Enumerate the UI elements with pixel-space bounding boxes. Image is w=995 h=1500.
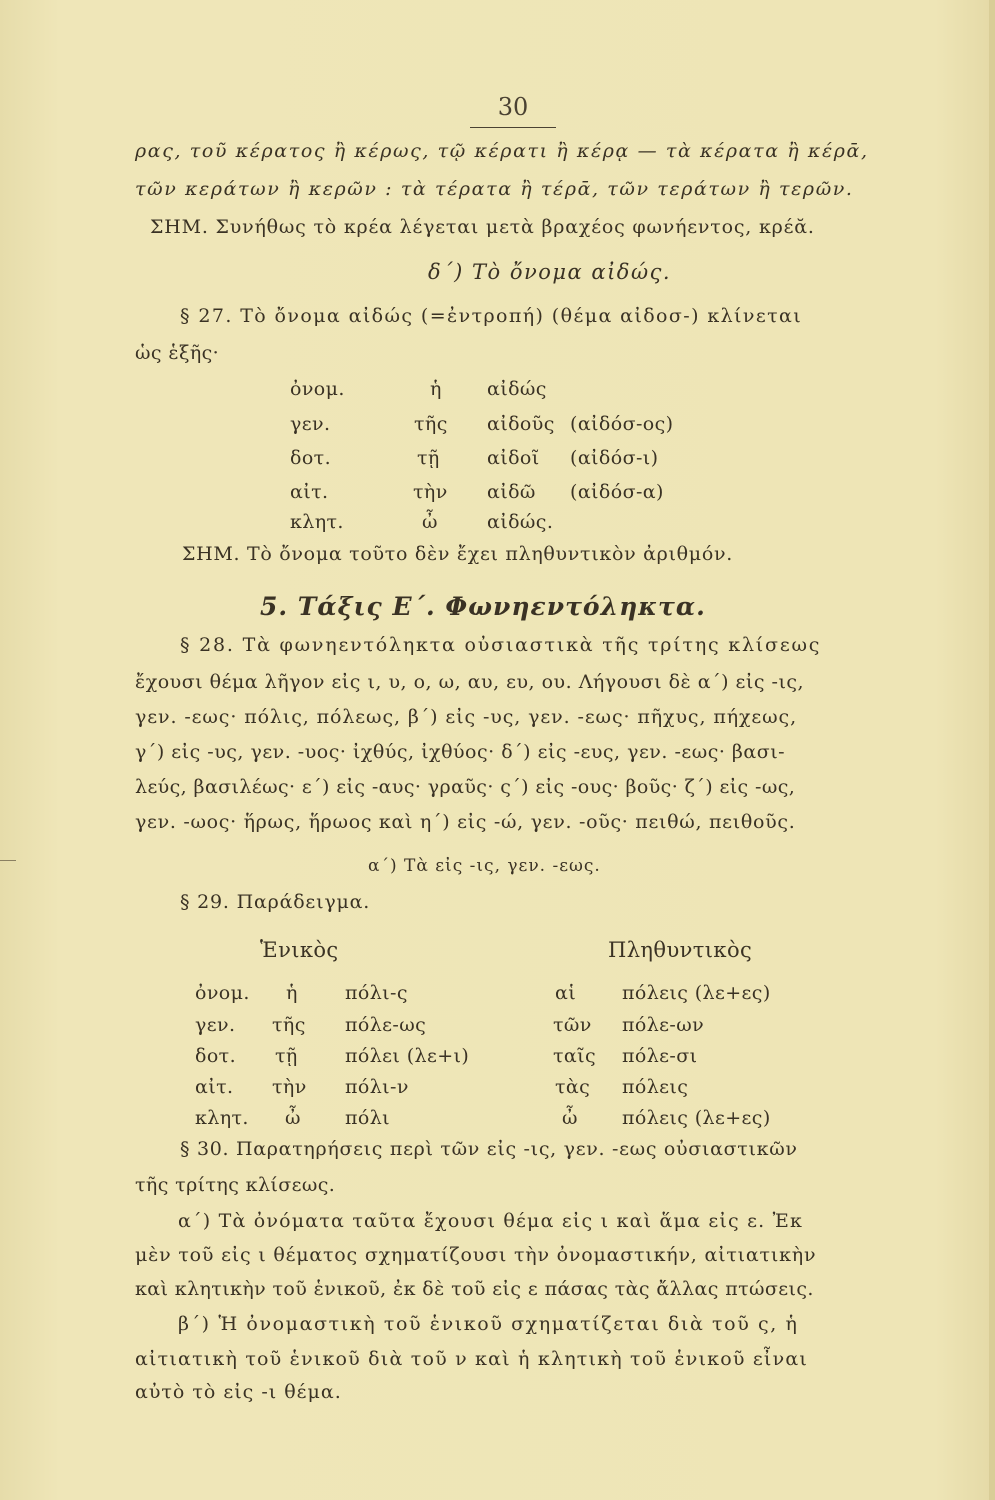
case-label: κλητ. [290, 511, 344, 533]
margin-mark [0, 860, 16, 861]
text-line: γεν. -ωος· ἥρως, ἥρωος καὶ η΄) εἰς -ώ, γεν. -οῦς· πειθώ, πειθοῦς. [135, 811, 796, 833]
case-label: αἰτ. [195, 1076, 234, 1098]
article: ἡ [286, 982, 298, 1004]
case-label: γεν. [290, 413, 331, 435]
article: τὴν [272, 1076, 307, 1098]
form: αἰδώς [487, 378, 547, 400]
form: πόλεις (λε+ες) [622, 1107, 771, 1129]
article: τῇ [417, 447, 440, 469]
form: πόλεις [622, 1076, 689, 1098]
text-line: § 28. Τὰ φωνηεντόληκτα οὐσιαστικὰ τῆς τρίτης κλίσεως [180, 634, 822, 656]
note: (αἰδόσ-ος) [570, 413, 674, 435]
text-line: αἰτιατικὴ τοῦ ἑνικοῦ διὰ τοῦ ν καὶ ἡ κλητικὴ τοῦ ἑνικοῦ εἶναι [135, 1348, 808, 1370]
case-label: γεν. [195, 1014, 236, 1036]
text-line: § 27. Τὸ ὄνομα αἰδώς (=ἐντροπή) (θέμα αἰδοσ-) κλίνεται [180, 305, 803, 327]
article: τῆς [272, 1014, 306, 1036]
section-heading: 5. Τάξις Ε΄. Φωνηεντόληκτα. [260, 592, 706, 621]
page-number: 30 [497, 93, 529, 121]
form: πόλε-ων [622, 1014, 705, 1036]
article: τὴν [413, 481, 448, 503]
form: αἰδοῦς [487, 413, 555, 435]
subheading: α΄) Τὰ εἰς -ις, γεν. -εως. [368, 856, 601, 876]
page-edge [989, 0, 995, 1500]
case-label: δοτ. [195, 1045, 237, 1067]
text-line: β΄) Ἡ ὀνομαστικὴ τοῦ ἑνικοῦ σχηματίζεται διὰ τοῦ ς, ἡ [178, 1313, 799, 1335]
singular-header: Ἑνικὸς [260, 938, 339, 962]
article: ταῖς [553, 1045, 597, 1067]
article: αἱ [555, 982, 577, 1004]
article: τὰς [555, 1076, 591, 1098]
article: τῆς [414, 413, 448, 435]
case-label: κλητ. [195, 1107, 249, 1129]
text-line: ΣΗΜ. Συνήθως τὸ κρέα λέγεται μετὰ βραχέος φωνήεντος, κρέᾰ. [150, 216, 815, 238]
form: πόλι [345, 1107, 391, 1129]
article: ὦ [562, 1107, 578, 1129]
form: αἰδώς. [487, 511, 554, 533]
text-line: ρας, τοῦ κέρατος ἢ κέρως, τῷ κέρατι ἢ κέρᾳ — τὰ κέρατα ἢ κέρᾱ, [135, 140, 869, 162]
case-label: ὀνομ. [195, 982, 250, 1004]
form: πόλε-ως [345, 1014, 427, 1036]
subheading: δ΄) Τὸ ὄνομα αἰδώς. [428, 260, 672, 284]
text-line: γ΄) εἰς -υς, γεν. -υος· ἰχθύς, ἰχθύος· δ΄) εἰς -ευς, γεν. -εως· βασι- [135, 741, 786, 763]
text-line: μὲν τοῦ εἰς ι θέματος σχηματίζουσι τὴν ὀνομαστικήν, αἰτιατικὴν [135, 1244, 817, 1266]
article: ὦ [422, 511, 438, 533]
text-line: § 30. Παρατηρήσεις περὶ τῶν εἰς -ις, γεν. -εως οὐσιαστικῶν [180, 1138, 798, 1160]
text-line: ὡς ἑξῆς· [135, 342, 220, 364]
form: πόλε-σι [622, 1045, 698, 1067]
text-line: καὶ κλητικὴν τοῦ ἑνικοῦ, ἐκ δὲ τοῦ εἰς ε πάσας τὰς ἄλλας πτώσεις. [135, 1278, 814, 1300]
text-line: αὐτὸ τὸ εἰς -ι θέμα. [135, 1381, 342, 1403]
article: ἡ [430, 378, 442, 400]
case-label: δοτ. [290, 447, 332, 469]
text-line: α΄) Τὰ ὀνόματα ταῦτα ἔχουσι θέμα εἰς ι καὶ ἅμα εἰς ε. Ἐκ [178, 1210, 804, 1232]
article: τῶν [553, 1014, 592, 1036]
article: ὦ [285, 1107, 301, 1129]
note: (αἰδόσ-α) [570, 481, 664, 503]
page-number-rule [470, 127, 556, 128]
case-label: ὀνομ. [290, 378, 345, 400]
form: πόλει (λε+ι) [345, 1045, 470, 1067]
form: πόλι-ν [345, 1076, 409, 1098]
form: αἰδῶ [487, 481, 536, 503]
case-label: αἰτ. [290, 481, 329, 503]
text-line: λεύς, βασιλέως· ε΄) εἰς -αυς· γραῦς· ς΄) εἰς -ους· βοῦς· ζ΄) εἰς -ως, [135, 776, 796, 798]
text-line: § 29. Παράδειγμα. [180, 891, 371, 913]
form: πόλεις (λε+ες) [622, 982, 771, 1004]
form: αἰδοῖ [487, 447, 540, 469]
text-line: ΣΗΜ. Τὸ ὄνομα τοῦτο δὲν ἔχει πληθυντικὸν ἀριθμόν. [182, 543, 733, 565]
note: (αἰδόσ-ι) [570, 447, 659, 469]
text-line: ἔχουσι θέμα λῆγον εἰς ι, υ, ο, ω, αυ, ευ, ου. Λήγουσι δὲ α΄) εἰς -ις, [135, 671, 805, 693]
plural-header: Πληθυντικὸς [608, 938, 753, 962]
text-line: γεν. -εως· πόλις, πόλεως, β΄) εἰς -υς, γεν. -εως· πῆχυς, πήχεως, [135, 706, 798, 728]
form: πόλι-ς [345, 982, 408, 1004]
text-line: τῶν κεράτων ἢ κερῶν : τὰ τέρατα ἢ τέρᾱ, τῶν τεράτων ἢ τερῶν. [135, 178, 854, 200]
text-line: τῆς τρίτης κλίσεως. [135, 1174, 336, 1196]
article: τῇ [275, 1045, 298, 1067]
